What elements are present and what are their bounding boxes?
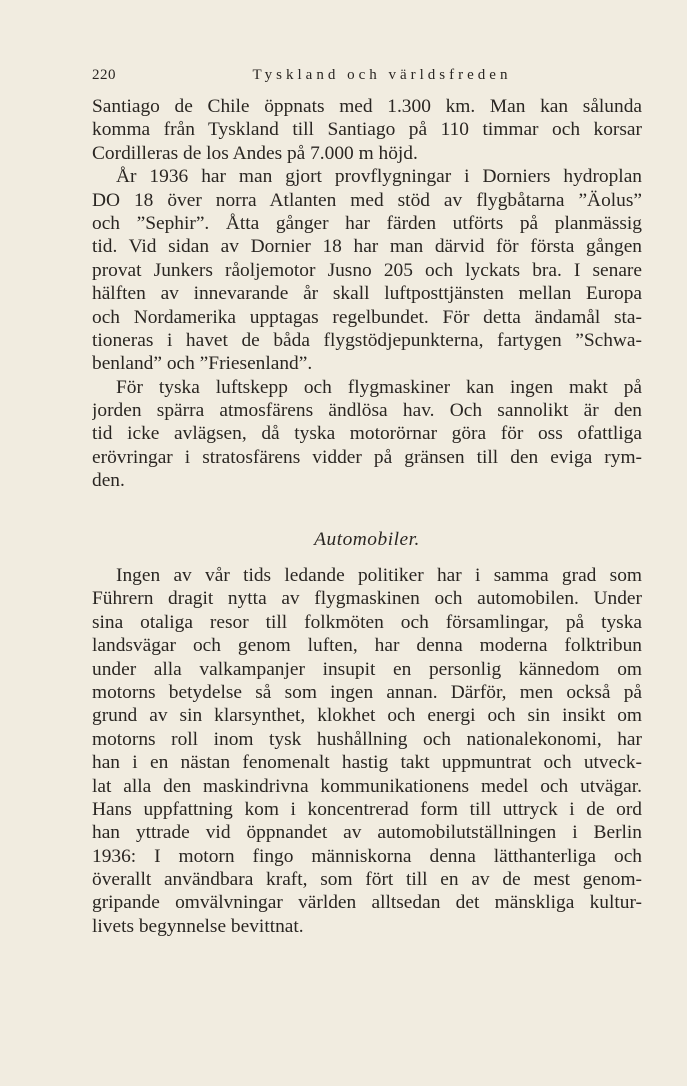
running-head bbox=[92, 64, 642, 86]
text-line: År 1936 har man gjort provflygningar i Dorniers hydroplan bbox=[116, 166, 642, 188]
text-line: För tyska luftskepp och flygmaskiner kan ingen makt på bbox=[116, 376, 642, 398]
text-line: under alla valkampanjer insupit en personlig kännedom om bbox=[92, 658, 642, 680]
text-line: provat Junkers råoljemotor Jusno 205 och lyckats bra. I senare bbox=[92, 259, 642, 281]
text-line: den. bbox=[92, 470, 125, 492]
text-line: erövringar i stratosfärens vidder på gränsen till den eviga rym- bbox=[92, 446, 642, 468]
body-text-section-1 bbox=[92, 95, 642, 493]
text-line: landsvägar och genom luften, har denna moderna folktribun bbox=[92, 635, 642, 657]
text-line: benland” och ”Friesenland”. bbox=[92, 353, 313, 375]
text-line: lat alla den maskindrivna kommunikationens medel och utvägar. bbox=[92, 775, 642, 797]
text-line: livets begynnelse bevittnat. bbox=[92, 915, 304, 937]
body-text-section-2 bbox=[92, 564, 642, 938]
section-heading: Automobiler. bbox=[314, 529, 420, 550]
text-line: tioneras i havet de båda flygstödjepunkterna, fartygen ”Schwa- bbox=[92, 329, 642, 351]
text-line: jorden spärra atmosfärens ändlösa hav. Och sannolikt är den bbox=[92, 400, 642, 422]
text-line: 1936: I motorn fingo människorna denna lätthanterliga och bbox=[92, 845, 642, 867]
text-line: Führern dragit nytta av flygmaskinen och automobilen. Under bbox=[92, 588, 642, 610]
text-line: Cordilleras de los Andes på 7.000 m höjd. bbox=[92, 142, 418, 164]
text-line: Hans uppfattning kom i koncentrerad form till uttryck i de ord bbox=[92, 798, 642, 820]
page-number: 220 bbox=[92, 67, 116, 83]
text-line: komma från Tyskland till Santiago på 110 timmar och korsar bbox=[92, 119, 642, 141]
text-line: motorns betydelse så som ingen annan. Därför, men också på bbox=[92, 681, 642, 703]
text-line: överallt användbara kraft, som fört till en av de mest genom- bbox=[92, 869, 642, 891]
text-line: sina otaliga resor till folkmöten och församlingar, på tyska bbox=[92, 611, 642, 633]
text-line: hälften av innevarande år skall luftposttjänsten mellan Europa bbox=[92, 283, 642, 305]
text-line: tid. Vid sidan av Dornier 18 har man därvid för första gången bbox=[92, 236, 642, 258]
text-line: och Nordamerika upptagas regelbundet. För detta ändamål sta- bbox=[92, 306, 642, 328]
text-line: gripande omvälvningar världen alltsedan det mänskliga kultur- bbox=[92, 892, 642, 914]
text-line: Santiago de Chile öppnats med 1.300 km. Man kan sålunda bbox=[92, 96, 642, 117]
text-line: grund av sin klarsynthet, klokhet och energi och sin insikt om bbox=[92, 705, 642, 727]
text-line: DO 18 över norra Atlanten med stöd av flygbåtarna ”Äolus” bbox=[92, 189, 642, 211]
running-title: Tyskland och världsfreden bbox=[252, 67, 512, 83]
text-line: Ingen av vår tids ledande politiker har i samma grad som bbox=[116, 565, 642, 586]
text-line: och ”Sephir”. Åtta gånger har färden utförts på planmässig bbox=[92, 212, 642, 234]
text-line: han i en nästan fenomenalt hastig takt uppmuntrat och utveck- bbox=[92, 752, 642, 774]
text-line: tid icke avlägsen, då tyska motorörnar göra för oss ofattliga bbox=[92, 423, 642, 445]
text-line: han yttrade vid öppnandet av automobilutställningen i Berlin bbox=[92, 822, 642, 844]
text-line: motorns roll inom tysk hushållning och nationalekonomi, har bbox=[92, 728, 642, 750]
